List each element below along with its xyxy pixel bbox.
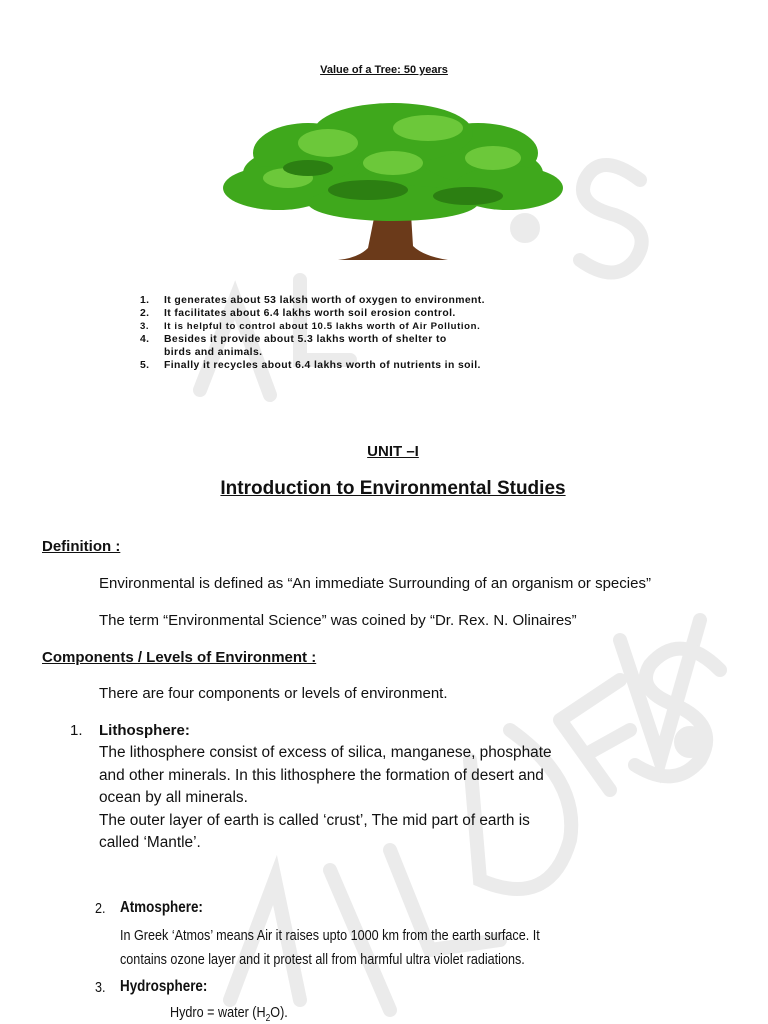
definition-line: The term “Environmental Science” was coined by “Dr. Rex. N. Olinaires” bbox=[99, 612, 577, 629]
fact-item-continuation: birds and animals. bbox=[164, 347, 263, 358]
fact-item: 4. Besides it provide about 5.3 lakhs worth of shelter to bbox=[140, 334, 447, 345]
lithosphere-heading: Lithosphere: bbox=[99, 722, 190, 739]
image-title: Value of a Tree: 50 years bbox=[320, 64, 448, 76]
tree-image bbox=[218, 98, 568, 264]
unit-heading: UNIT –I bbox=[367, 443, 419, 460]
definition-line: Environmental is defined as “An immediate Surrounding of an organism or species” bbox=[99, 575, 651, 592]
atmosphere-body: In Greek ‘Atmos’ means Air it raises upto 1000 km from the earth surface. It contains ozone layer and it protest all from harmful ultra violet radiations. bbox=[120, 927, 540, 968]
lithosphere-body: The lithosphere consist of excess of silica, manganese, phosphate and other minerals. In this lithosphere the formation of desert and ocean by all minerals. The outer layer of earth is called ‘crust’, The mid part of earth is called ‘Mantle’. bbox=[99, 744, 552, 851]
hydrosphere-formula: Hydro = water $(H_2O)$. bbox=[170, 1004, 288, 1024]
tree-facts-list bbox=[140, 294, 640, 372]
definition-heading: Definition : bbox=[42, 538, 121, 555]
components-heading: Components / Levels of Environment : bbox=[42, 649, 317, 666]
item-number: 2. bbox=[95, 900, 106, 917]
hydrosphere-heading: Hydrosphere: bbox=[120, 978, 208, 995]
page-title: Introduction to Environmental Studies bbox=[220, 478, 566, 499]
components-intro: There are four components or levels of environment. bbox=[99, 685, 448, 702]
fact-item: 3. It is helpful to control about 10.5 lakhs worth of Air Pollution. bbox=[140, 321, 481, 332]
item-number: 3. bbox=[95, 979, 106, 996]
fact-item: 5. Finally it recycles about 6.4 lakhs worth of nutrients in soil. bbox=[140, 360, 481, 371]
atmosphere-heading: Atmosphere: bbox=[120, 899, 203, 916]
item-number: 1. bbox=[70, 722, 83, 739]
fact-item: 2. It facilitates about 6.4 lakhs worth soil erosion control. bbox=[140, 308, 456, 319]
fact-item: 1. It generates about 53 laksh worth of oxygen to environment. bbox=[140, 295, 485, 306]
